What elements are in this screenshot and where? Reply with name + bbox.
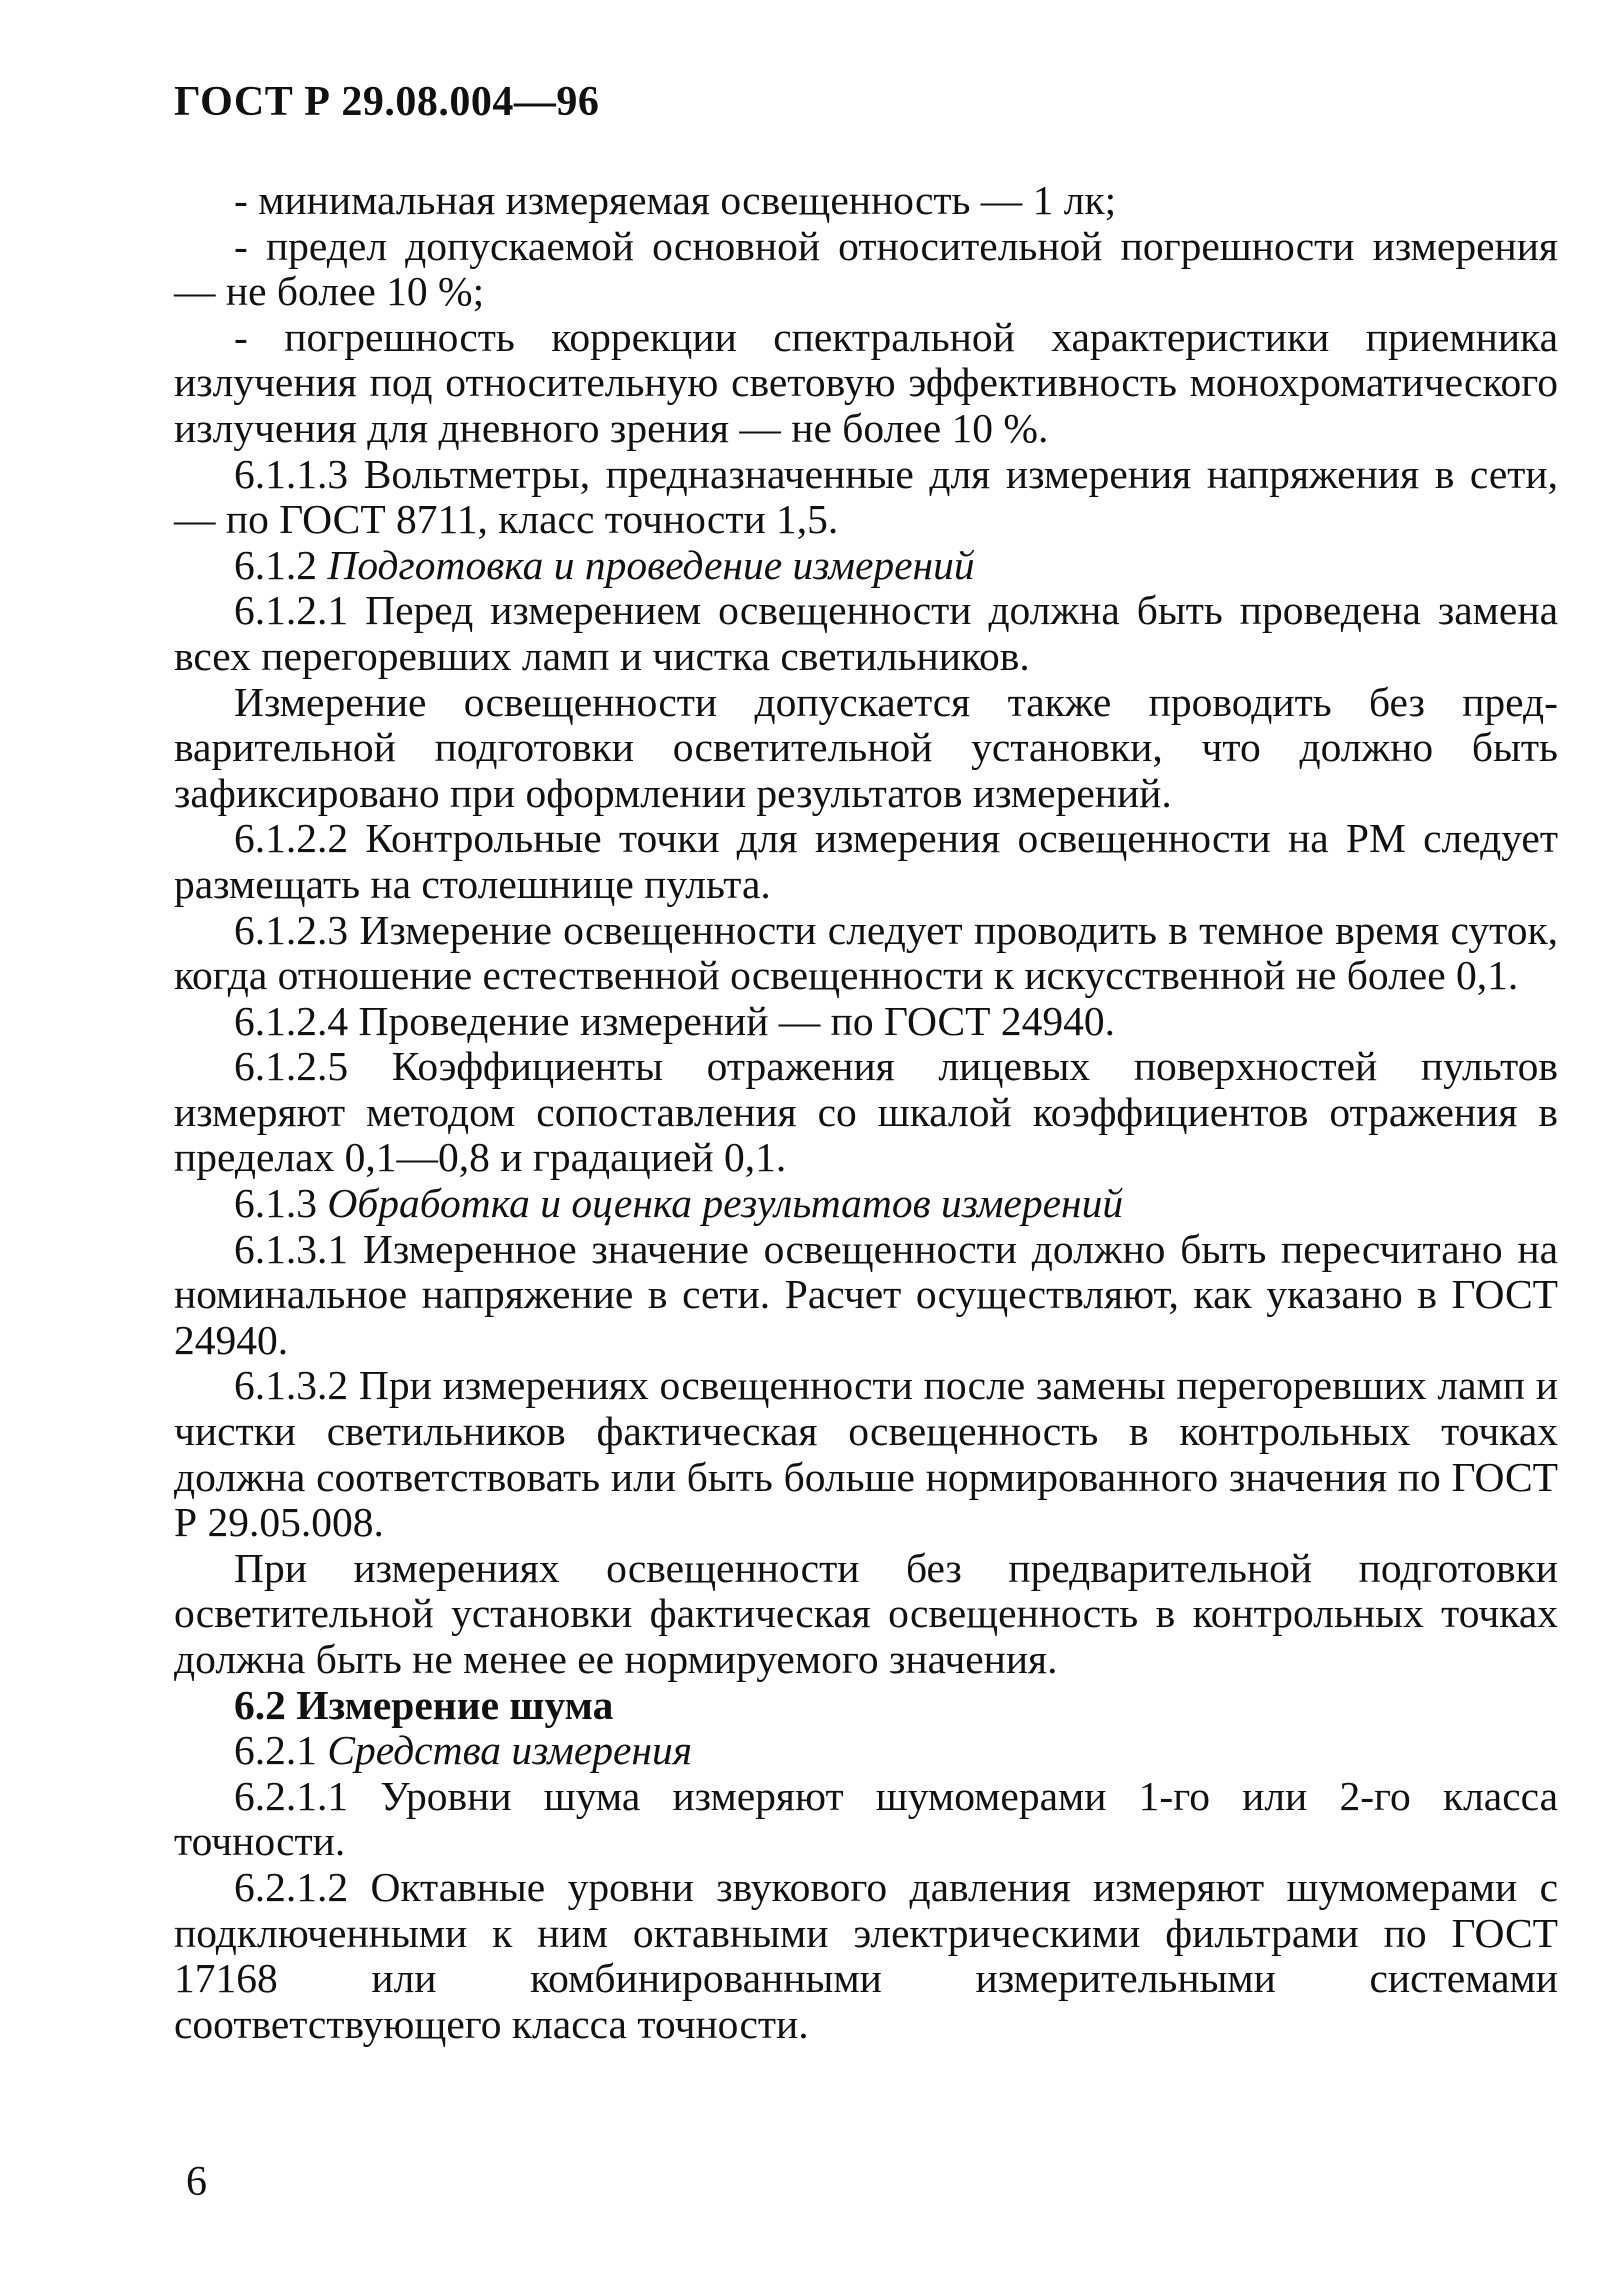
clause-6-1-2-3: 6.1.2.3 Измерение освещенности следует проводить в темное время суток, когда отношение естественной освещенности к искусственной не более 0,1. [174,906,1558,999]
page-number: 6 [186,2159,207,2205]
paragraph-preparation-note: Измерение освещенности допускается также проводить без предварительной подготовки осветительной установки, что должно быть зафиксировано при оформлении результатов измерений. [174,678,1558,816]
clause-6-1-3-1: 6.1.3.1 Измеренное значение освещенности должно быть пересчитано на номинальное напряжение в сети. Расчет осуществляют, как указано в ГОСТ 24940. [174,1225,1558,1363]
subsection-heading-6-1-3 [174,1181,1558,1227]
heading-title: Подготовка и проведение измерений [327,541,975,588]
heading-number: 6.1.2 [234,541,317,588]
list-item-spectral-correction: - погрешность коррекции спектральной характеристики приемника излучения под относительную световую эффективность монохроматического излучения для дневного зрения — не более 10 %. [174,313,1558,451]
heading-number: 6.1.3 [234,1180,317,1227]
paragraph-no-preparation-note: При измерениях освещенности без предварительной подготовки осветительной установки фактическая освещенность в контрольных точках должна быть не менее ее нормируемого значения. [174,1544,1558,1682]
clause-6-1-2-5: 6.1.2.5 Коэффициенты отражения лицевых поверхностей пультов измеряют методом сопоставления со шкалой коэффициентов отражения в пределах 0,1—0,8 и градацией 0,1. [174,1043,1558,1181]
clause-6-2-1-1: 6.2.1.1 Уровни шума измеряют шумомерами 1-го или 2-го класса точности. [174,1772,1558,1865]
clause-6-1-2-2: 6.1.2.2 Контрольные точки для измерения освещенности на РМ следует размещать на столешнице пульта. [174,815,1558,907]
section-heading-6-2: 6.2 Измерение шума [234,1681,614,1728]
document-code-header: ГОСТ Р 29.08.004—96 [174,79,600,125]
clause-6-2-1-2: 6.2.1.2 Октавные уровни звукового давления измеряют шумомерами с подключенными к ним октавными электрическими фильтрами по ГОСТ 17168 или комбинированными измерительными системами соответствующего класса точности. [174,1863,1558,2047]
subsection-heading-6-2-1 [174,1728,1558,1774]
clause-6-1-2-1: 6.1.2.1 Перед измерением освещенности должна быть проведена замена всех перегоревших ламп и чистка светильников. [174,587,1558,679]
heading-number: 6.2.1 [234,1727,317,1774]
heading-title: Обработка и оценка результатов измерений [327,1180,1124,1227]
clause-6-1-2-4: 6.1.2.4 Проведение измерений — по ГОСТ 24940. [234,997,1115,1044]
subsection-heading-6-1-2 [174,543,1558,589]
document-body [174,178,1558,2047]
list-item-error-limit: - предел допускаемой основной относительной погрешности измерения — не более 10 %; [174,222,1558,315]
heading-title: Средства измерения [327,1727,693,1774]
list-item-min-illuminance: - минимальная измеряемая освещенность — 1 лк; [234,177,1117,223]
clause-6-1-1-3: 6.1.1.3 Вольтметры, предназначенные для измерения напряжения в сети, — по ГОСТ 8711, класс точности 1,5. [174,450,1558,543]
clause-6-1-3-2: 6.1.3.2 При измерениях освещенности после замены перегоревших ламп и чистки светильников фактическая освещенность в контрольных точках должна соответствовать или быть больше нормированного значения по ГОСТ Р 29.05.008. [174,1362,1558,1546]
